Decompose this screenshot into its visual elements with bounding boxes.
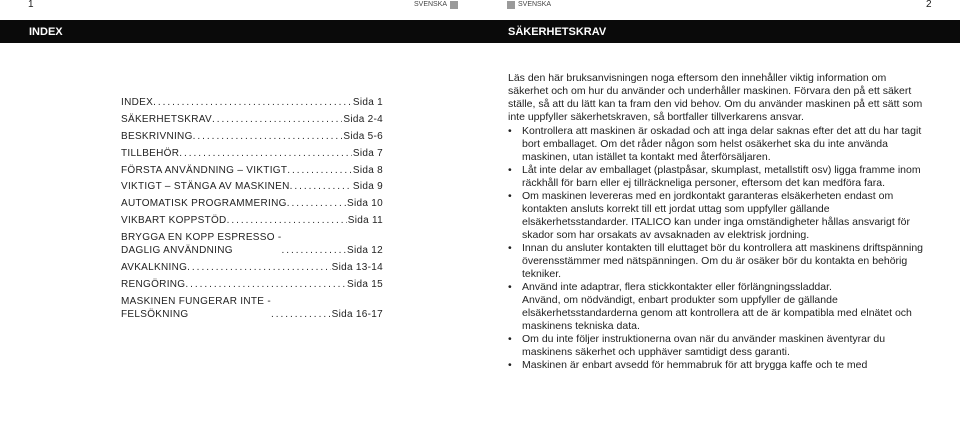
safety-bullet-text: Om maskinen levereras med en jordkontakt garanteras elsäkerheten endast om kontakten ansluts korrekt till ett jordat uttag som uppfyller gällande elsäkerhetsstandarder. ITALICO kan under inga omständigheter hållas ansvarigt för skador som har orsakats av avsaknaden av elektrisk jordning. [522,190,910,241]
safety-bullet-text: Maskinen är enbart avsedd för hemmabruk för att brygga kaffe och te med [522,359,868,371]
toc-entry-title [121,278,185,291]
toc-dot-leader [227,214,347,227]
toc-dot-leader [185,278,346,291]
toc-entry-page: Sida 15 [346,278,383,290]
header-band [0,20,960,43]
toc-dot-leader [271,308,331,321]
bullet-dot-icon: • [508,125,512,137]
toc-entry-page: Sida 10 [346,198,383,210]
toc-entry-title [121,231,282,257]
table-of-contents [121,96,383,325]
toc-entry-title-line: RENGÖRING [121,278,186,290]
toc-entry-page: Sida 12 [346,245,383,257]
safety-bullet-text: Innan du ansluter kontakten till eluttaget bör du kontrollera att maskinens driftspänning överensstämmer med nätspänningen. Om du är osäker bör du kontakta en behörig tekniker. [522,242,923,280]
toc-dot-leader [193,130,343,143]
language-label-left-text: SVENSKA [414,1,448,8]
safety-bullet [508,281,928,294]
toc-dot-leader [287,197,346,210]
toc-dot-leader [287,164,352,177]
toc-dot-leader [290,180,352,193]
toc-entry-page: Sida 16-17 [331,308,383,320]
toc-entry-page: Sida 2-4 [343,113,383,125]
toc-entry [121,231,383,257]
toc-entry-title-line: TILLBEHÖR [121,147,180,159]
toc-entry-title-line: VIKTIGT – STÄNGA AV MASKINEN [121,181,290,193]
toc-entry-title [121,164,287,177]
toc-entry-title-line: DAGLIG ANVÄNDNING [121,245,233,257]
toc-entry [121,214,383,227]
page-number-left: 1 [28,0,34,10]
toc-entry [121,261,383,274]
toc-dot-leader [282,244,346,257]
bullet-dot-icon: • [508,242,512,254]
toc-entry-title-line: INDEX [121,97,154,108]
toc-entry-page: Sida 1 [352,97,383,108]
safety-continuation: Använd, om nödvändigt, enbart produkter som uppfyller de gällande elsäkerhetsstandarderna genom att kontrollera att de är kompatibla med elnätet och maskinens tekniska data. [522,294,912,332]
safety-bullet [508,190,928,242]
section-title-safety: SÄKERHETSKRAV [508,26,607,38]
toc-entry-title [121,96,153,109]
toc-entry-title [121,180,290,193]
toc-entry [121,180,383,193]
toc-entry-page: Sida 11 [347,215,383,227]
language-label-left [414,1,458,9]
toc-entry-title-line: VIKBART KOPPSTÖD [121,215,227,227]
square-marker-icon [450,1,458,9]
safety-bullet-list-continued [508,333,928,372]
toc-entry-title [121,113,212,126]
toc-entry [121,130,383,143]
toc-entry-page: Sida 13-14 [331,262,383,274]
toc-entry-title-line: FÖRSTA ANVÄNDNING – VIKTIGT [121,164,288,176]
toc-entry-title [121,214,227,227]
toc-entry-title-line: MASKINEN FUNGERAR INTE - [121,295,271,307]
toc-dot-leader [179,147,352,160]
toc-entry-page: Sida 7 [352,147,383,159]
safety-text [508,72,928,372]
toc-entry-title-line: FELSÖKNING [121,308,189,320]
toc-entry [121,295,383,321]
toc-dot-leader [212,113,342,126]
toc-entry [121,147,383,160]
safety-bullet-text: Kontrollera att maskinen är oskadad och att inga delar saknas efter det att du har tagit bort emballaget. Om det råder någon som helst osäkerhet ska du inte använda maskinen, utan istället ta kontakt med återförsäljaren. [522,125,922,163]
safety-bullet [508,242,928,281]
page-number-right: 2 [926,0,932,10]
toc-entry [121,113,383,126]
bullet-dot-icon: • [508,333,512,345]
toc-entry [121,96,383,109]
bullet-dot-icon: • [508,359,512,371]
safety-bullet [508,359,928,372]
safety-bullet-text: Låt inte delar av emballaget (plastpåsar, skumplast, metallstift osv) ligga framme inom räckhåll för barn eller ej tillräckneliga personer, eftersom det kan medföra fara. [522,164,921,189]
safety-bullet-text: Om du inte följer instruktionerna ovan när du använder maskinen äventyrar du maskinens säkerhet och upphäver samtidigt dess garanti. [522,333,886,358]
toc-entry-title [121,295,271,321]
safety-bullet [508,333,928,359]
bullet-dot-icon: • [508,281,512,293]
safety-bullet-list [508,125,928,294]
bullet-dot-icon: • [508,190,512,202]
safety-bullet-text: Använd inte adaptrar, flera stickkontakter eller förlängningssladdar. [522,281,832,293]
square-marker-icon [507,1,515,9]
toc-dot-leader [187,261,330,274]
toc-entry-title-line: BRYGGA EN KOPP ESPRESSO - [121,232,282,244]
toc-entry [121,197,383,210]
toc-entry-title [121,261,187,274]
toc-entry [121,278,383,291]
toc-entry-title-line: SÄKERHETSKRAV [121,113,212,125]
toc-entry-page: Sida 5-6 [343,130,383,142]
section-title-index: INDEX [29,26,63,38]
toc-dot-leader [153,96,352,109]
toc-entry-title-line: AUTOMATISK PROGRAMMERING [121,198,287,210]
toc-entry [121,164,383,177]
toc-entry-page: Sida 9 [352,181,383,193]
toc-entry-title [121,130,193,143]
toc-entry-title-line: AVKALKNING [121,262,188,274]
safety-intro: Läs den här bruksanvisningen noga eftersom den innehåller viktig information om säkerhet och om hur du använder och underhåller maskinen. Förvara den på ett säkert ställe, så att du lätt kan ta fram den vid behov. Om du använder maskinen på ett sätt som inte uppfyller säkerhetskraven, så bortfaller tillverkarens ansvar. [508,72,923,123]
toc-entry-title [121,197,287,210]
toc-entry-page: Sida 8 [352,164,383,176]
safety-bullet [508,125,928,164]
safety-bullet [508,164,928,190]
language-label-right-text: SVENSKA [518,1,552,8]
bullet-dot-icon: • [508,164,512,176]
toc-entry-title [121,147,179,160]
toc-entry-title-line: BESKRIVNING [121,130,193,142]
language-label-right [507,1,551,9]
